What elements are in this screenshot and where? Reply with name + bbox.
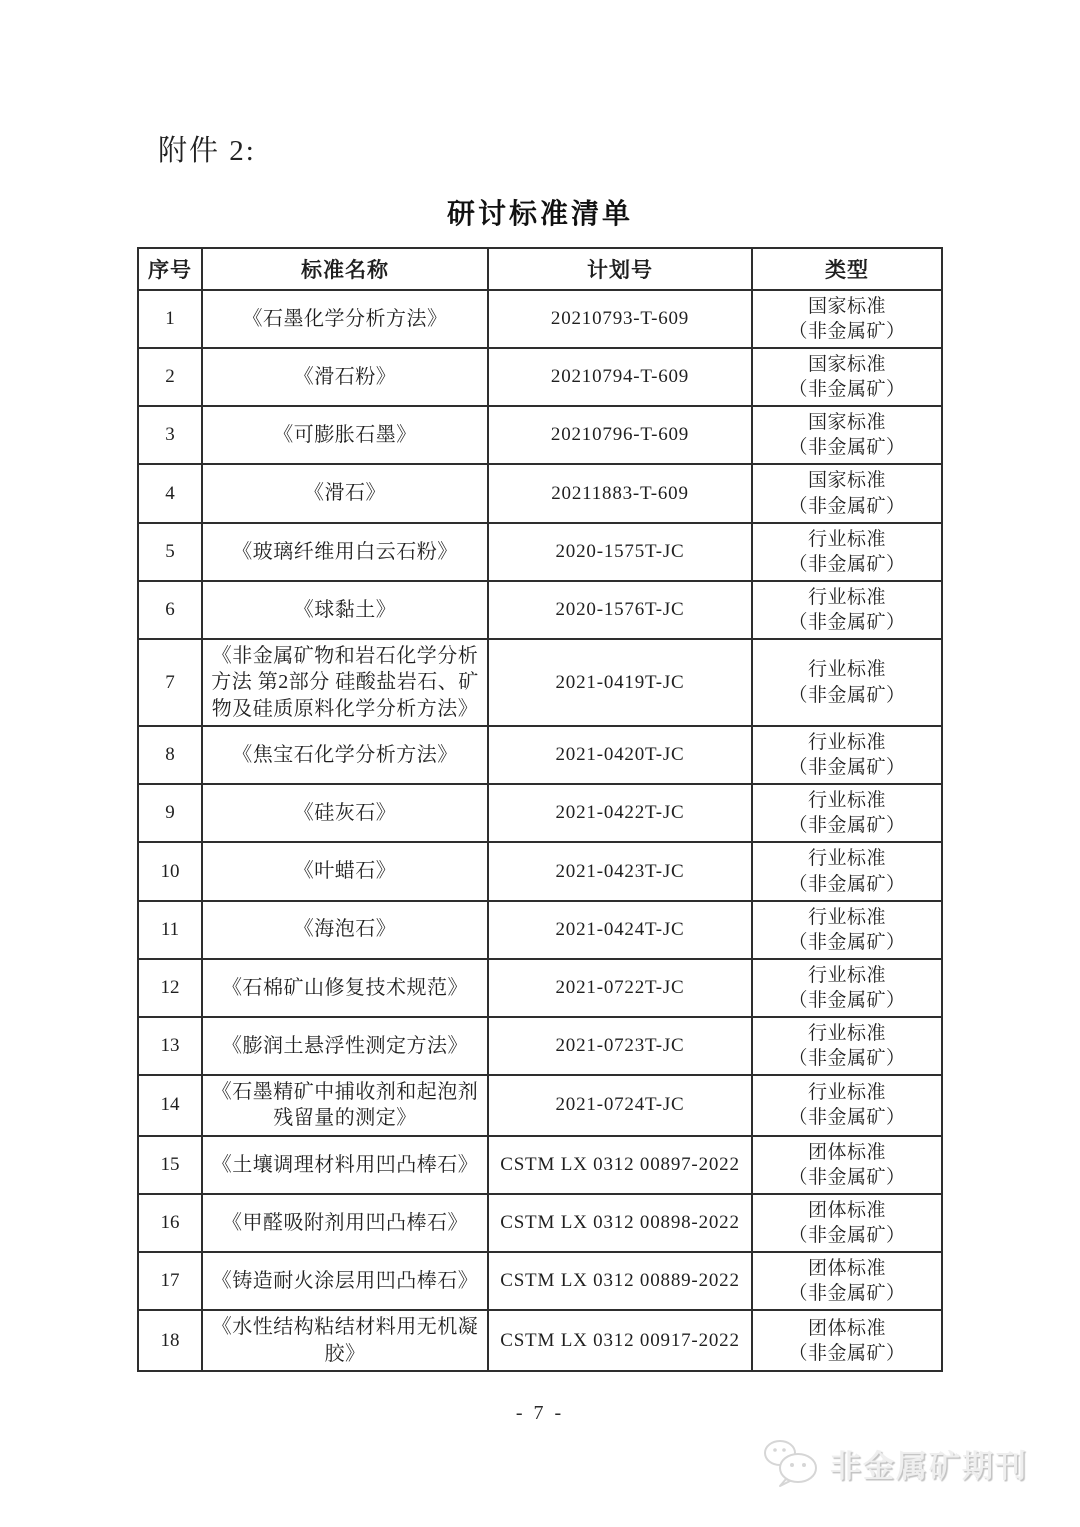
table-row (138, 464, 942, 522)
row-number-cell: 7 (138, 639, 202, 726)
standard-name-cell: 《石棉矿山修复技术规范》 (202, 959, 488, 1017)
plan-number-cell: 2021-0722T-JC (488, 959, 752, 1017)
table-row (138, 726, 942, 784)
type-line2: （非金属矿） (788, 553, 906, 575)
table-row (138, 784, 942, 842)
table-header-row (138, 248, 942, 290)
table-row (138, 842, 942, 900)
type-line2: （非金属矿） (788, 437, 906, 459)
standard-name-cell: 《可膨胀石墨》 (202, 406, 488, 464)
col-header-name: 标准名称 (202, 248, 488, 290)
type-line2: （非金属矿） (788, 757, 906, 779)
type-cell (752, 1252, 942, 1310)
table-row (138, 1075, 942, 1136)
standard-name-cell: 《滑石》 (202, 464, 488, 522)
row-number-cell: 5 (138, 523, 202, 581)
row-number-cell: 11 (138, 901, 202, 959)
type-cell (752, 901, 942, 959)
type-line2: （非金属矿） (788, 989, 906, 1011)
type-line2: （非金属矿） (788, 1225, 906, 1247)
type-cell (752, 348, 942, 406)
table-row (138, 581, 942, 639)
type-line1: 团体标准 (807, 1317, 886, 1339)
type-line2: （非金属矿） (788, 611, 906, 633)
type-cell (752, 842, 942, 900)
standard-name-cell: 《海泡石》 (202, 901, 488, 959)
plan-number-cell: CSTM LX 0312 00898-2022 (488, 1194, 752, 1252)
type-line1: 行业标准 (807, 528, 886, 550)
type-line1: 国家标准 (807, 354, 886, 376)
type-line2: （非金属矿） (788, 1047, 906, 1069)
col-header-type: 类型 (752, 248, 942, 290)
standard-name-cell: 《铸造耐火涂层用凹凸棒石》 (202, 1252, 488, 1310)
table-row (138, 1310, 942, 1371)
standard-name-cell: 《石墨化学分析方法》 (202, 290, 488, 348)
standard-name-cell: 《焦宝石化学分析方法》 (202, 726, 488, 784)
type-cell (752, 959, 942, 1017)
plan-number-cell: 20210796-T-609 (488, 406, 752, 464)
watermark-text: 非金属矿期刊 (830, 1448, 1028, 1484)
row-number-cell: 6 (138, 581, 202, 639)
col-header-number: 序号 (138, 248, 202, 290)
col-header-plan-no: 计划号 (488, 248, 752, 290)
type-cell (752, 523, 942, 581)
type-line1: 国家标准 (807, 412, 886, 434)
standard-name-cell: 《非金属矿物和岩石化学分析方法 第2部分 硅酸盐岩石、矿物及硅质原料化学分析方法》 (202, 639, 488, 726)
type-line1: 行业标准 (807, 790, 886, 812)
type-cell (752, 581, 942, 639)
standard-name-cell: 《玻璃纤维用白云石粉》 (202, 523, 488, 581)
type-cell (752, 406, 942, 464)
table-row (138, 1017, 942, 1075)
watermark (762, 1438, 1028, 1488)
page-number: - 7 - (515, 1402, 565, 1424)
type-line2: （非金属矿） (788, 321, 906, 343)
type-line1: 行业标准 (807, 586, 886, 608)
plan-number-cell: 2021-0723T-JC (488, 1017, 752, 1075)
type-line1: 行业标准 (807, 1082, 886, 1104)
plan-number-cell: 2021-0422T-JC (488, 784, 752, 842)
row-number-cell: 15 (138, 1136, 202, 1194)
row-number-cell: 17 (138, 1252, 202, 1310)
plan-number-cell: 2021-0724T-JC (488, 1075, 752, 1136)
table-row (138, 639, 942, 726)
type-line1: 国家标准 (807, 296, 886, 317)
row-number-cell: 14 (138, 1075, 202, 1136)
row-number-cell: 4 (138, 464, 202, 522)
type-cell (752, 784, 942, 842)
type-line2: （非金属矿） (788, 815, 906, 837)
type-cell (752, 1017, 942, 1075)
type-line1: 国家标准 (807, 470, 886, 492)
type-line2: （非金属矿） (788, 873, 906, 895)
type-line1: 行业标准 (807, 964, 886, 986)
type-line2: （非金属矿） (788, 1342, 906, 1364)
type-cell (752, 1310, 942, 1371)
type-cell (752, 290, 942, 348)
type-cell (752, 726, 942, 784)
table-row (138, 1194, 942, 1252)
type-cell (752, 464, 942, 522)
standard-name-cell: 《水性结构粘结材料用无机凝胶》 (202, 1310, 488, 1371)
table-row (138, 959, 942, 1017)
type-line2: （非金属矿） (788, 1107, 906, 1129)
plan-number-cell: CSTM LX 0312 00917-2022 (488, 1310, 752, 1371)
type-line1: 行业标准 (807, 1022, 886, 1044)
row-number-cell: 1 (138, 290, 202, 348)
plan-number-cell: 2021-0423T-JC (488, 842, 752, 900)
table-row (138, 290, 942, 348)
type-line2: （非金属矿） (788, 379, 906, 401)
type-line1: 行业标准 (807, 848, 886, 870)
plan-number-cell: 20211883-T-609 (488, 464, 752, 522)
row-number-cell: 12 (138, 959, 202, 1017)
standard-name-cell: 《硅灰石》 (202, 784, 488, 842)
row-number-cell: 10 (138, 842, 202, 900)
plan-number-cell: 2021-0420T-JC (488, 726, 752, 784)
type-line2: （非金属矿） (788, 495, 906, 517)
row-number-cell: 9 (138, 784, 202, 842)
row-number-cell: 13 (138, 1017, 202, 1075)
type-line1: 团体标准 (807, 1141, 886, 1163)
type-line1: 行业标准 (807, 659, 886, 681)
type-line1: 团体标准 (807, 1199, 886, 1221)
row-number-cell: 8 (138, 726, 202, 784)
row-number-cell: 18 (138, 1310, 202, 1371)
attachment-label: 附件 2: (158, 135, 256, 167)
standard-name-cell: 《叶蜡石》 (202, 842, 488, 900)
plan-number-cell: 20210793-T-609 (488, 290, 752, 348)
type-cell (752, 639, 942, 726)
plan-number-cell: 2021-0424T-JC (488, 901, 752, 959)
table-row (138, 406, 942, 464)
standards-table (137, 247, 943, 1372)
plan-number-cell: CSTM LX 0312 00897-2022 (488, 1136, 752, 1194)
standard-name-cell: 《球黏土》 (202, 581, 488, 639)
page-title: 研讨标准清单 (446, 199, 633, 230)
standard-name-cell: 《甲醛吸附剂用凹凸棒石》 (202, 1194, 488, 1252)
type-line2: （非金属矿） (788, 931, 906, 953)
row-number-cell: 2 (138, 348, 202, 406)
standard-name-cell: 《膨润土悬浮性测定方法》 (202, 1017, 488, 1075)
type-line2: （非金属矿） (788, 1283, 906, 1305)
type-line1: 行业标准 (807, 732, 886, 754)
table-row (138, 1252, 942, 1310)
type-line2: （非金属矿） (788, 684, 906, 706)
plan-number-cell: 2020-1576T-JC (488, 581, 752, 639)
type-cell (752, 1194, 942, 1252)
standard-name-cell: 《石墨精矿中捕收剂和起泡剂残留量的测定》 (202, 1075, 488, 1136)
wechat-icon (762, 1438, 820, 1488)
row-number-cell: 16 (138, 1194, 202, 1252)
type-line1: 团体标准 (807, 1258, 886, 1280)
row-number-cell: 3 (138, 406, 202, 464)
plan-number-cell: 20210794-T-609 (488, 348, 752, 406)
table-row (138, 348, 942, 406)
plan-number-cell: CSTM LX 0312 00889-2022 (488, 1252, 752, 1310)
table-row (138, 901, 942, 959)
plan-number-cell: 2021-0419T-JC (488, 639, 752, 726)
table-row (138, 523, 942, 581)
table-row (138, 1136, 942, 1194)
type-line1: 行业标准 (807, 906, 886, 928)
plan-number-cell: 2020-1575T-JC (488, 523, 752, 581)
type-cell (752, 1136, 942, 1194)
type-line2: （非金属矿） (788, 1166, 906, 1188)
standard-name-cell: 《土壤调理材料用凹凸棒石》 (202, 1136, 488, 1194)
standard-name-cell: 《滑石粉》 (202, 348, 488, 406)
type-cell (752, 1075, 942, 1136)
